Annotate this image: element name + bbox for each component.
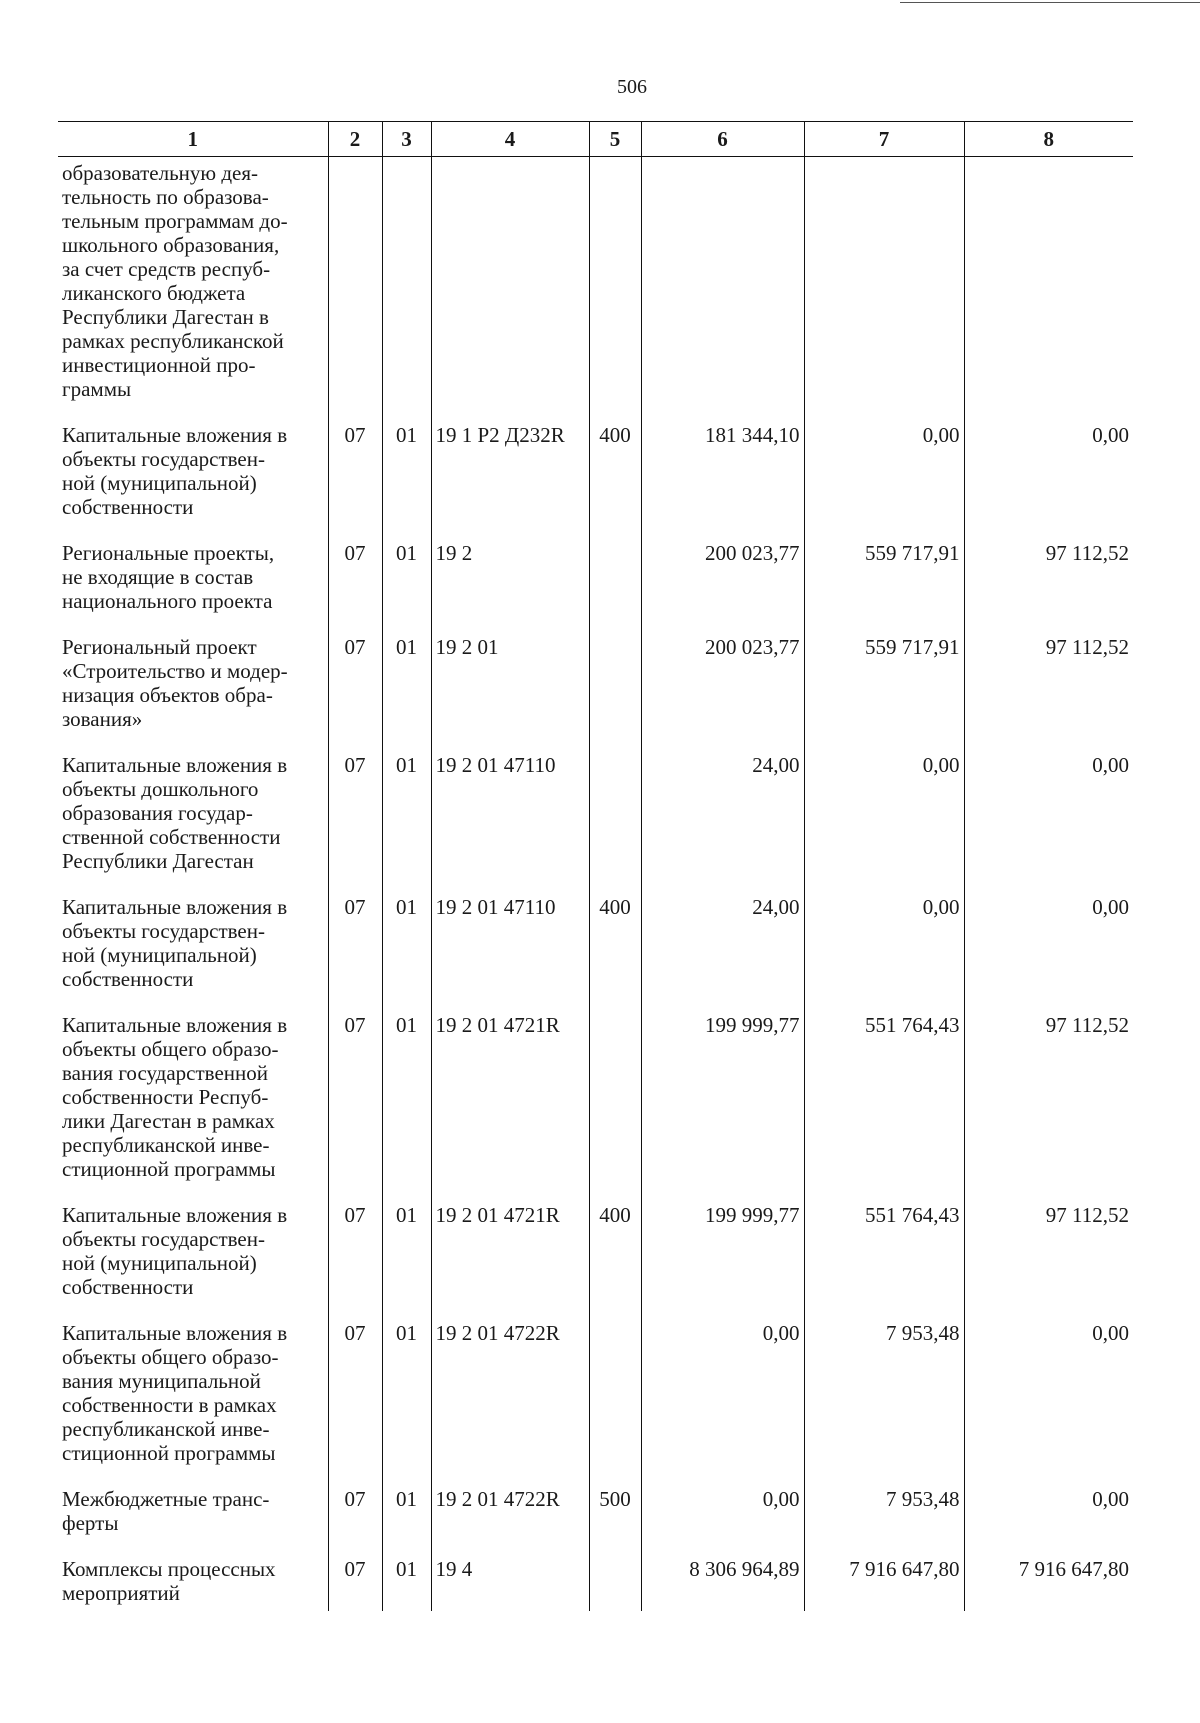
section-cell: 07 <box>328 1013 382 1203</box>
table-row <box>58 423 1133 541</box>
row-name-cell: образовательную дея- тельность по образова- тельным программам до- школьного образования, за счет средств респуб- ликанского бюджета Республики Дагестан в рамках республиканской инвестиционной про- граммы <box>62 161 288 401</box>
subsection-cell <box>382 157 431 424</box>
subsection-cell: 01 <box>382 753 431 895</box>
target-article-cell: 19 2 01 4721R <box>431 1013 589 1203</box>
amount-col8-cell: 97 112,52 <box>964 635 1133 753</box>
subsection-cell: 01 <box>382 1321 431 1487</box>
section-cell: 07 <box>328 753 382 895</box>
amount-col8-cell: 0,00 <box>964 753 1133 895</box>
amount-col6-cell <box>641 157 804 424</box>
target-article-cell: 19 2 01 47110 <box>431 895 589 1013</box>
table-row <box>58 895 1133 1013</box>
section-cell <box>328 157 382 424</box>
amount-col8-cell: 97 112,52 <box>964 541 1133 635</box>
column-header-4: 4 <box>431 122 589 157</box>
row-name-cell: Капитальные вложения в объекты общего образо- вания государственной собственности Респуб- лики Дагестан в рамках республиканской инве- стиционной программы <box>62 1013 288 1181</box>
row-name-cell: Капитальные вложения в объекты государствен- ной (муниципальной) собственности <box>62 895 288 991</box>
expense-type-cell <box>589 1013 641 1203</box>
expense-type-cell <box>589 1321 641 1487</box>
amount-col8-cell: 0,00 <box>964 423 1133 541</box>
target-article-cell: 19 1 Р2 Д232R <box>431 423 589 541</box>
table-row <box>58 1013 1133 1203</box>
table-row <box>58 753 1133 895</box>
section-cell: 07 <box>328 423 382 541</box>
table-row <box>58 635 1133 753</box>
amount-col8-cell: 0,00 <box>964 895 1133 1013</box>
expense-type-cell <box>589 753 641 895</box>
subsection-cell: 01 <box>382 423 431 541</box>
expense-type-cell: 400 <box>589 423 641 541</box>
subsection-cell: 01 <box>382 1203 431 1321</box>
amount-col8-cell <box>964 157 1133 424</box>
subsection-cell: 01 <box>382 895 431 1013</box>
row-name-cell: Комплексы процессных мероприятий <box>62 1557 276 1605</box>
column-header-1: 1 <box>58 122 328 157</box>
amount-col6-cell: 199 999,77 <box>641 1203 804 1321</box>
target-article-cell: 19 2 01 47110 <box>431 753 589 895</box>
amount-col7-cell: 0,00 <box>804 423 964 541</box>
target-article-cell: 19 2 01 4722R <box>431 1487 589 1557</box>
amount-col8-cell: 7 916 647,80 <box>964 1557 1133 1611</box>
section-cell: 07 <box>328 635 382 753</box>
amount-col7-cell: 559 717,91 <box>804 635 964 753</box>
section-cell: 07 <box>328 1487 382 1557</box>
expense-type-cell <box>589 541 641 635</box>
expense-type-cell <box>589 157 641 424</box>
expense-type-cell: 400 <box>589 895 641 1013</box>
expense-type-cell: 500 <box>589 1487 641 1557</box>
subsection-cell: 01 <box>382 1487 431 1557</box>
expense-type-cell <box>589 1557 641 1611</box>
amount-col6-cell: 181 344,10 <box>641 423 804 541</box>
amount-col6-cell: 200 023,77 <box>641 541 804 635</box>
amount-col6-cell: 24,00 <box>641 753 804 895</box>
target-article-cell: 19 2 01 <box>431 635 589 753</box>
table-row <box>58 1203 1133 1321</box>
expense-type-cell: 400 <box>589 1203 641 1321</box>
row-name-cell: Капитальные вложения в объекты государствен- ной (муниципальной) собственности <box>62 1203 288 1299</box>
amount-col7-cell: 7 916 647,80 <box>804 1557 964 1611</box>
page-number: 506 <box>617 76 647 98</box>
amount-col7-cell: 559 717,91 <box>804 541 964 635</box>
target-article-cell: 19 2 <box>431 541 589 635</box>
amount-col6-cell: 24,00 <box>641 895 804 1013</box>
amount-col7-cell: 0,00 <box>804 753 964 895</box>
amount-col7-cell: 7 953,48 <box>804 1321 964 1487</box>
amount-col6-cell: 0,00 <box>641 1487 804 1557</box>
amount-col8-cell: 0,00 <box>964 1487 1133 1557</box>
amount-col6-cell: 0,00 <box>641 1321 804 1487</box>
table-row <box>58 541 1133 635</box>
subsection-cell: 01 <box>382 541 431 635</box>
row-name-cell: Межбюджетные транс- ферты <box>62 1487 270 1535</box>
section-cell: 07 <box>328 1557 382 1611</box>
section-cell: 07 <box>328 895 382 1013</box>
table-header-row <box>58 122 1133 157</box>
subsection-cell: 01 <box>382 1557 431 1611</box>
column-header-8: 8 <box>964 122 1133 157</box>
amount-col8-cell: 97 112,52 <box>964 1013 1133 1203</box>
amount-col7-cell: 0,00 <box>804 895 964 1013</box>
subsection-cell: 01 <box>382 635 431 753</box>
top-edge-line <box>900 2 1200 3</box>
row-name-cell: Региональные проекты, не входящие в состав национального проекта <box>62 541 275 613</box>
column-header-2: 2 <box>328 122 382 157</box>
budget-table <box>58 121 1133 1611</box>
amount-col7-cell: 7 953,48 <box>804 1487 964 1557</box>
amount-col7-cell: 551 764,43 <box>804 1013 964 1203</box>
amount-col7-cell: 551 764,43 <box>804 1203 964 1321</box>
table-row <box>58 1321 1133 1487</box>
expense-type-cell <box>589 635 641 753</box>
column-header-3: 3 <box>382 122 431 157</box>
target-article-cell: 19 2 01 4721R <box>431 1203 589 1321</box>
amount-col6-cell: 200 023,77 <box>641 635 804 753</box>
section-cell: 07 <box>328 541 382 635</box>
target-article-cell <box>431 157 589 424</box>
amount-col8-cell: 0,00 <box>964 1321 1133 1487</box>
column-header-6: 6 <box>641 122 804 157</box>
amount-col6-cell: 8 306 964,89 <box>641 1557 804 1611</box>
section-cell: 07 <box>328 1203 382 1321</box>
table-body <box>58 157 1133 1612</box>
table-row <box>58 1487 1133 1557</box>
table-row <box>58 157 1133 424</box>
row-name-cell: Региональный проект «Строительство и модер- низация объектов обра- зования» <box>62 635 288 731</box>
table-row <box>58 1557 1133 1611</box>
amount-col8-cell: 97 112,52 <box>964 1203 1133 1321</box>
column-header-7: 7 <box>804 122 964 157</box>
row-name-cell: Капитальные вложения в объекты государствен- ной (муниципальной) собственности <box>62 423 288 519</box>
row-name-cell: Капитальные вложения в объекты общего образо- вания муниципальной собственности в рамках республиканской инве- стиционной программы <box>62 1321 288 1465</box>
subsection-cell: 01 <box>382 1013 431 1203</box>
column-header-5: 5 <box>589 122 641 157</box>
target-article-cell: 19 2 01 4722R <box>431 1321 589 1487</box>
amount-col7-cell <box>804 157 964 424</box>
section-cell: 07 <box>328 1321 382 1487</box>
target-article-cell: 19 4 <box>431 1557 589 1611</box>
row-name-cell: Капитальные вложения в объекты дошкольного образования государ- ственной собственности Республики Дагестан <box>62 753 288 873</box>
amount-col6-cell: 199 999,77 <box>641 1013 804 1203</box>
